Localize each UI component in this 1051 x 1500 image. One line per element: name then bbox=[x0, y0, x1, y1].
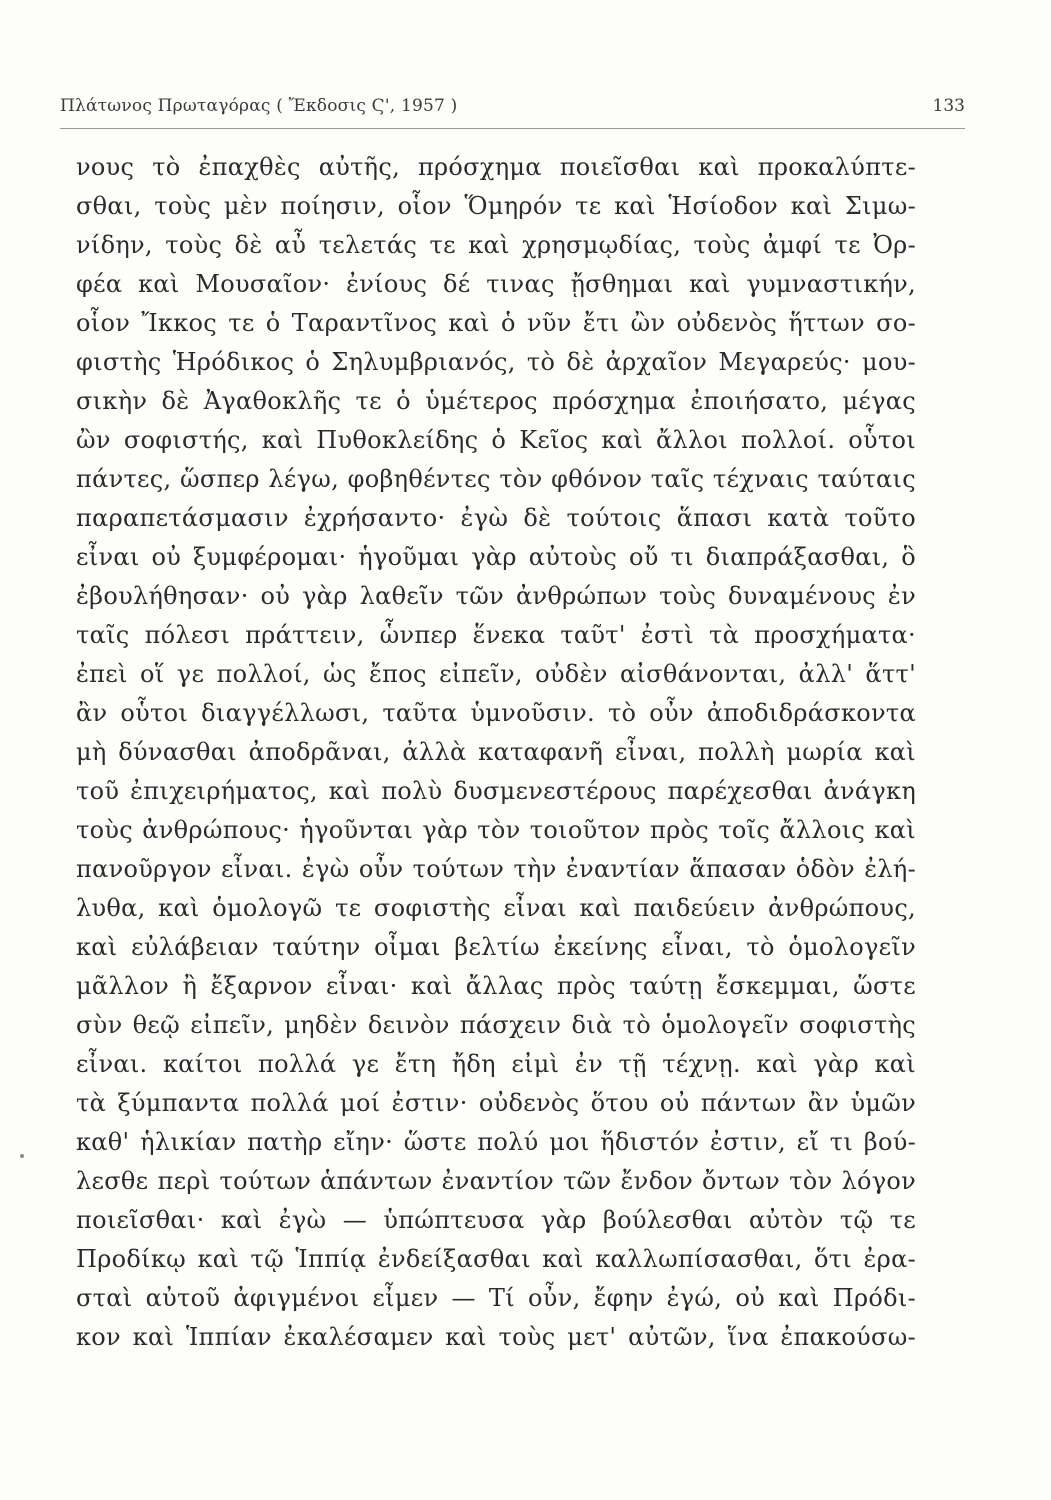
text-line: Προδίκῳ καὶ τῷ Ἱππίᾳ ἐνδείξασθαι καὶ καλλωπίσασθαι, ὅτι ἐρα- bbox=[76, 1245, 916, 1273]
text-line: σὺν θεῷ εἰπεῖν, μηδὲν δεινὸν πάσχειν διὰ τὸ ὁμολογεῖν σοφιστὴς bbox=[76, 1011, 916, 1039]
text-line: πάντες, ὥσπερ λέγω, φοβηθέντες τὸν φθόνον ταῖς τέχναις ταύταις bbox=[76, 465, 916, 493]
text-line: κον καὶ Ἱππίαν ἐκαλέσαμεν καὶ τοὺς μετ' αὐτῶν, ἵνα ἐπακούσω- bbox=[76, 1323, 916, 1351]
text-line: σθαι, τοὺς μὲν ποίησιν, οἷον Ὅμηρόν τε καὶ Ἡσίοδον καὶ Σιμω- bbox=[76, 192, 916, 220]
text-line: μὴ δύνασθαι ἀποδρᾶναι, ἀλλὰ καταφανῆ εἶναι, πολλὴ μωρία καὶ bbox=[76, 738, 916, 766]
text-line: τοὺς ἀνθρώπους· ἡγοῦνται γὰρ τὸν τοιοῦτον πρὸς τοῖς ἄλλοις καὶ bbox=[76, 816, 916, 844]
text-line: εἶναι οὐ ξυμφέρομαι· ἡγοῦμαι γὰρ αὐτοὺς οὔ τι διαπράξασθαι, ὃ bbox=[76, 543, 916, 571]
running-header bbox=[60, 96, 965, 126]
text-line: ἐπεὶ οἵ γε πολλοί, ὡς ἔπος εἰπεῖν, οὐδὲν αἰσθάνονται, ἀλλ' ἅττ' bbox=[76, 660, 916, 688]
header-rule bbox=[60, 128, 965, 129]
text-line: λυθα, καὶ ὁμολογῶ τε σοφιστὴς εἶναι καὶ παιδεύειν ἀνθρώπους, bbox=[76, 894, 916, 922]
text-line: ὢν σοφιστής, καὶ Πυθοκλείδης ὁ Κεῖος καὶ ἄλλοι πολλοί. οὗτοι bbox=[76, 426, 916, 454]
text-line: τοῦ ἐπιχειρήματος, καὶ πολὺ δυσμενεστέρους παρέχεσθαι ἀνάγκη bbox=[76, 777, 916, 805]
text-line: τὰ ξύμπαντα πολλά μοί ἐστιν· οὐδενὸς ὅτου οὐ πάντων ἂν ὑμῶν bbox=[76, 1089, 916, 1117]
text-line: λεσθε περὶ τούτων ἁπάντων ἐναντίον τῶν ἔνδον ὄντων τὸν λόγον bbox=[76, 1167, 916, 1195]
running-header-title: Πλάτωνος Πρωταγόρας ( Ἔκδοσις Ϛ', 1957 ) bbox=[60, 96, 458, 116]
text-line: ταῖς πόλεσι πράττειν, ὧνπερ ἕνεκα ταῦτ' ἐστὶ τὰ προσχήματα· bbox=[76, 621, 916, 649]
text-line: εἶναι. καίτοι πολλά γε ἔτη ἤδη εἰμὶ ἐν τῇ τέχνῃ. καὶ γὰρ καὶ bbox=[76, 1050, 916, 1078]
text-line: ἂν οὗτοι διαγγέλλωσι, ταῦτα ὑμνοῦσιν. τὸ οὖν ἀποδιδράσκοντα bbox=[76, 699, 916, 727]
body-text bbox=[76, 148, 916, 1357]
text-line: σικὴν δὲ Ἀγαθοκλῆς τε ὁ ὑμέτερος πρόσχημα ἐποιήσατο, μέγας bbox=[76, 387, 916, 415]
page-number: 133 bbox=[932, 96, 965, 116]
text-line: οἷον Ἴκκος τε ὁ Ταραντῖνος καὶ ὁ νῦν ἔτι ὢν οὐδενὸς ἥττων σο- bbox=[76, 309, 916, 337]
text-line: ἐβουλήθησαν· οὐ γὰρ λαθεῖν τῶν ἀνθρώπων τοὺς δυναμένους ἐν bbox=[76, 582, 916, 610]
text-line: φέα καὶ Μουσαῖον· ἐνίους δέ τινας ᾔσθημαι καὶ γυμναστικήν, bbox=[76, 270, 916, 298]
text-line: φιστὴς Ἡρόδικος ὁ Σηλυμβριανός, τὸ δὲ ἀρχαῖον Μεγαρεύς· μου- bbox=[76, 348, 916, 376]
text-line: παραπετάσμασιν ἐχρήσαντο· ἐγὼ δὲ τούτοις ἅπασι κατὰ τοῦτο bbox=[76, 504, 916, 532]
text-line: ποιεῖσθαι· καὶ ἐγὼ — ὑπώπτευσα γὰρ βούλεσθαι αὐτὸν τῷ τε bbox=[76, 1206, 916, 1234]
text-line: νίδην, τοὺς δὲ αὖ τελετάς τε καὶ χρησμῳδίας, τοὺς ἀμφί τε Ὀρ- bbox=[76, 231, 916, 259]
text-line: πανοῦργον εἶναι. ἐγὼ οὖν τούτων τὴν ἐναντίαν ἅπασαν ὁδὸν ἐλή- bbox=[76, 855, 916, 883]
text-line: νους τὸ ἐπαχθὲς αὐτῆς, πρόσχημα ποιεῖσθαι καὶ προκαλύπτε- bbox=[76, 153, 916, 181]
margin-speck bbox=[20, 1154, 24, 1158]
text-line: καὶ εὐλάβειαν ταύτην οἶμαι βελτίω ἐκείνης εἶναι, τὸ ὁμολογεῖν bbox=[76, 933, 916, 961]
text-line: καθ' ἡλικίαν πατὴρ εἴην· ὥστε πολύ μοι ἥδιστόν ἐστιν, εἴ τι βού- bbox=[76, 1128, 916, 1156]
text-line: μᾶλλον ἢ ἔξαρνον εἶναι· καὶ ἄλλας πρὸς ταύτῃ ἔσκεμμαι, ὥστε bbox=[76, 972, 916, 1000]
text-line: σταὶ αὐτοῦ ἀφιγμένοι εἶμεν — Τί οὖν, ἔφην ἐγώ, οὐ καὶ Πρόδι- bbox=[76, 1284, 916, 1312]
